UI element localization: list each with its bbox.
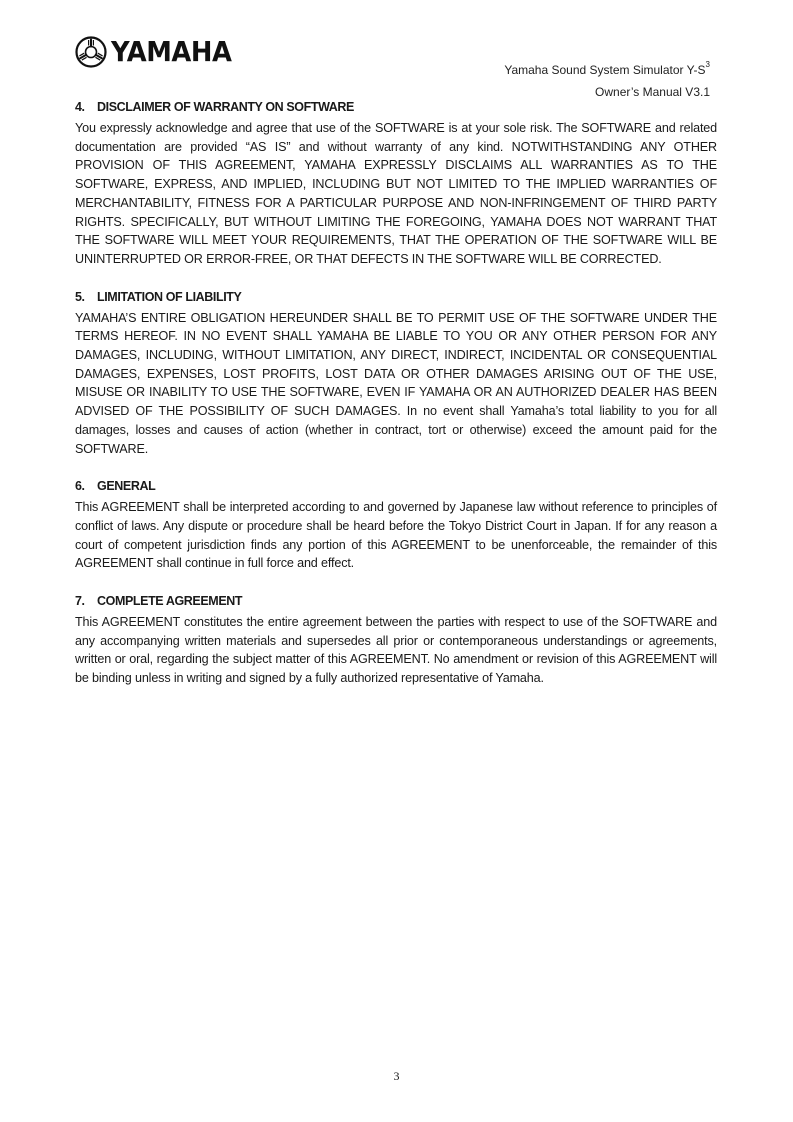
section-heading [75,98,717,116]
section-complete-agreement [75,592,717,688]
section-heading [75,477,717,495]
tuning-fork-emblem-icon [75,36,107,68]
page-number: 3 [393,1069,400,1083]
section-paragraph: You expressly acknowledge and agree that use of the SOFTWARE is at your sole risk. The SOFTWARE and related documentation are provided “AS IS” and without warranty of any kind. NOTWITHSTANDING ANY OTHER PROVISION OF THIS AGREEMENT, YAMAHA EXPRESSLY DISCLAIMS ALL WARRANTIES AS TO THE SOFTWARE, EXPRESS, AND IMPLIED, INCLUDING BUT NOT LIMITED TO THE IMPLIED WARRANTIES OF MERCHANTABILITY, FITNESS FOR A PARTICULAR PURPOSE AND NON-INFRINGEMENT OF THIRD PARTY RIGHTS. SPECIFICALLY, BUT WITHOUT LIMITING THE FOREGOING, YAMAHA DOES NOT WARRANT THAT THE SOFTWARE WILL MEET YOUR REQUIREMENTS, THAT THE OPERATION OF THE SOFTWARE WILL BE UNINTERRUPTED OR ERROR-FREE, OR THAT DEFECTS IN THE SOFTWARE WILL BE CORRECTED. [75,121,717,266]
section-liability [75,288,717,459]
section-number: 6. [75,479,85,494]
document-header [504,56,710,103]
yamaha-logo [75,36,242,68]
logo-wordmark: YAMAHA [111,35,232,68]
manual-version-label: Owner’s Manual V3.1 [595,85,710,99]
section-title: DISCLAIMER OF WARRANTY ON SOFTWARE [97,100,354,114]
section-paragraph: This AGREEMENT constitutes the entire agreement between the parties with respect to use of the SOFTWARE and any accompanying written materials and supersedes all prior or contemporaneous understandings or agreements, written or oral, regarding the subject matter of this AGREEMENT. No amendment or revision of this AGREEMENT will be binding unless in writing and signed by a fully authorized representative of Yamaha. [75,615,717,686]
section-number: 7. [75,594,85,609]
section-title: COMPLETE AGREEMENT [97,594,243,609]
section-title: LIMITATION OF LIABILITY [97,289,242,304]
section-disclaimer [75,98,717,269]
section-paragraph: This AGREEMENT shall be interpreted according to and governed by Japanese law without reference to principles of conflict of laws. Any dispute or procedure shall be heard before the Tokyo District Court in Japan. If for any reason a court of competent jurisdiction finds any portion of this AGREEMENT to be unenforceable, the remainder of this AGREEMENT shall continue in full force and effect. [75,500,717,571]
section-title: GENERAL [97,479,156,494]
section-heading [75,592,717,610]
document-body [75,98,717,707]
product-title [504,56,710,81]
section-paragraph: YAMAHA’S ENTIRE OBLIGATION HEREUNDER SHALL BE TO PERMIT USE OF THE SOFTWARE UNDER THE TERMS HEREOF. IN NO EVENT SHALL YAMAHA BE LIABLE TO YOU OR ANY OTHER PERSON FOR ANY DAMAGES, INCLUDING, WITHOUT LIMITATION, ANY DIRECT, INDIRECT, INCIDENTAL OR CONSEQUENTIAL DAMAGES, EXPENSES, LOST PROFITS, LOST DATA OR OTHER DAMAGES ARISING OUT OF THE USE, MISUSE OR INABILITY TO USE THE SOFTWARE, EVEN IF YAMAHA OR AN AUTHORIZED DEALER HAS BEEN ADVISED OF THE POSSIBILITY OF SUCH DAMAGES. In no event shall Yamaha’s total liability to you for all damages, losses and causes of action (whether in contract, tort or otherwise) exceed the amount paid for the SOFTWARE. [75,310,717,456]
section-heading [75,288,717,306]
section-number: 5. [75,289,85,304]
product-title-text: Yamaha Sound System Simulator Y-S [504,63,706,77]
section-general [75,477,717,573]
section-number: 4. [75,100,85,114]
product-superscript: 3 [705,60,710,69]
